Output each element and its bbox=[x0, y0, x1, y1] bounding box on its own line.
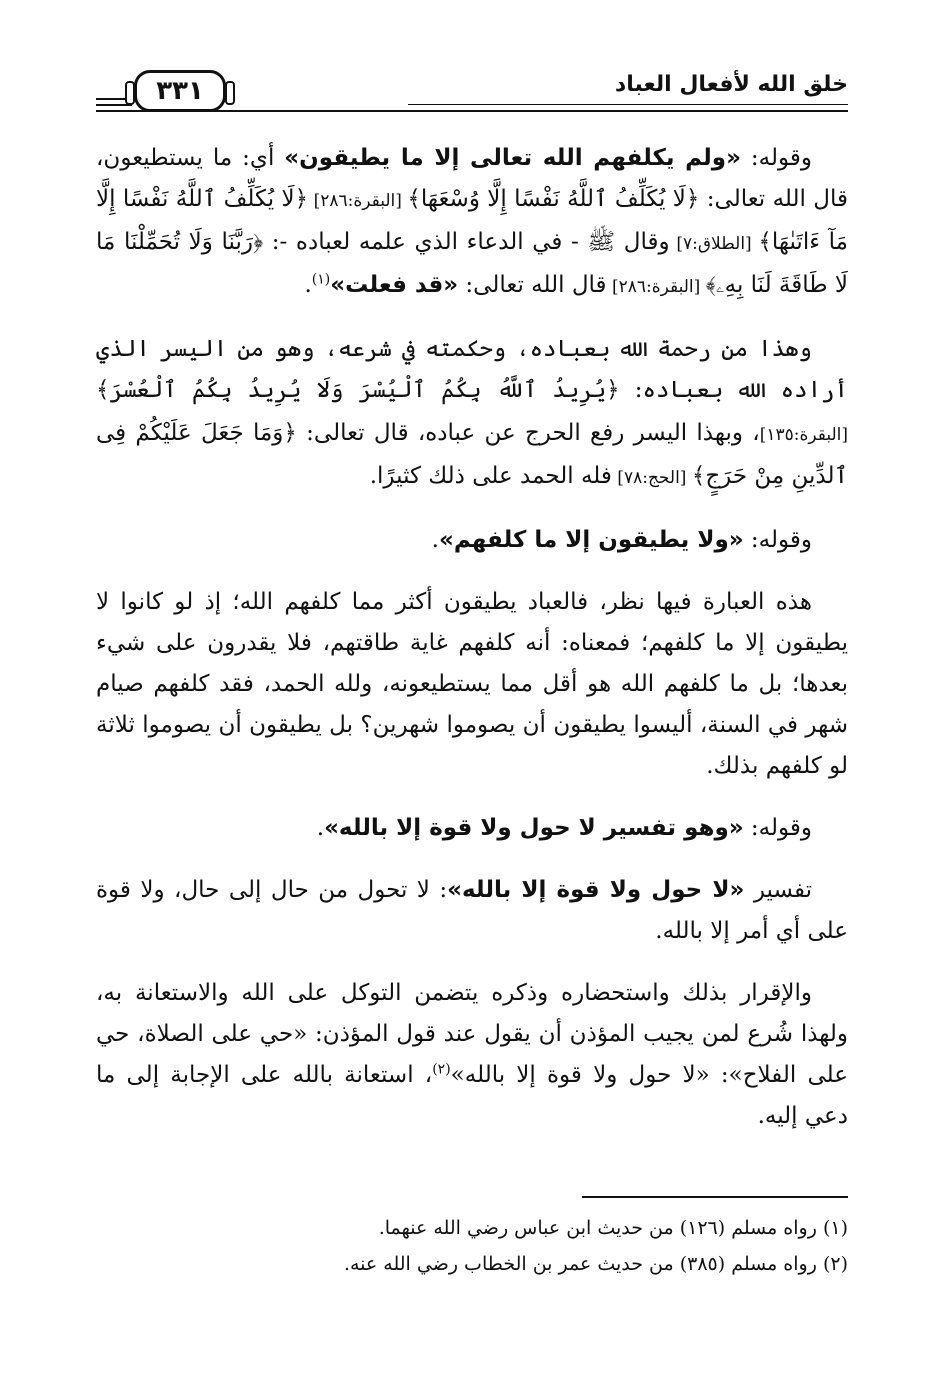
book-title: خلق الله لأفعال العباد bbox=[614, 72, 848, 97]
quran-verse: ﴿لَا يُكَلِّفُ ٱللَّهُ نَفْسًا إِلَّا وُسْعَهَا﴾ bbox=[407, 186, 700, 212]
text-run: أي: ما يستطيعون، قال الله تعالى: bbox=[96, 145, 849, 212]
text-run: والإقرار بذلك واستحضاره وذكره يتضمن التوكل على الله والاستعانة به، ولهذا شُرع لمن يجيب المؤذن أن يقول عند قول المؤذن: «حي على الصلاة، حي على الفلاح»: «لا حول ولا قوة إلا بالله» bbox=[96, 980, 848, 1088]
quran-verse: ﴿وَمَا جَعَلَ عَلَيْكُمْ فِى ٱلدِّينِ مِنْ حَرَجٍ﴾ bbox=[96, 420, 848, 489]
verse-reference: [الطلاق:٧] bbox=[669, 234, 759, 254]
paragraph bbox=[96, 138, 848, 308]
footnote-text: رواه مسلم (٣٨٥) من حديث عمر بن الخطاب رضي الله عنه. bbox=[343, 1253, 817, 1275]
quoted-text: «ولا يطيقون إلا ما كلفهم» bbox=[438, 527, 744, 553]
text-run: فله الحمد على ذلك كثيرًا. bbox=[369, 463, 612, 489]
text-run: وقوله: bbox=[740, 145, 812, 171]
text-run: . bbox=[316, 815, 325, 841]
page-number-badge bbox=[134, 70, 226, 112]
text-run: وقوله: bbox=[743, 815, 812, 841]
quoted-text: «قد فعلت» bbox=[330, 272, 459, 298]
paragraph bbox=[96, 870, 848, 952]
text-run: تفسير bbox=[744, 877, 813, 903]
text-run: وقال ﷺ - في الدعاء الذي علمه لعباده -: bbox=[263, 229, 670, 255]
quran-verse: ﴿يُرِيدُ ٱللَّهُ بِكُمُ ٱلْيُسْرَ وَلَا يُرِيدُ بِكُمُ ٱلْعُسْرَ﴾ bbox=[96, 377, 620, 403]
footnote-separator bbox=[582, 1196, 848, 1198]
text-run: ، استعانة بالله على الإجابة إلى ما دعي إليه. bbox=[96, 1062, 848, 1129]
text-run: قال الله تعالى: bbox=[458, 272, 607, 298]
text-run: وقوله: bbox=[743, 527, 812, 553]
quran-verse: ﴿لَا يُكَلِّفُ ٱللَّهُ نَفْسًا إِلَّا مَآ ءَاتَىٰهَا﴾ bbox=[96, 186, 848, 255]
quoted-text: «وهو تفسير لا حول ولا قوة إلا بالله» bbox=[324, 815, 744, 841]
text-run: . bbox=[431, 527, 439, 553]
paragraph bbox=[96, 808, 848, 849]
running-header bbox=[96, 64, 848, 120]
footnote-number: (٢) bbox=[822, 1253, 848, 1275]
paragraph bbox=[96, 329, 848, 499]
quran-verse: ﴿رَبَّنَا وَلَا تُحَمِّلْنَا مَا لَا طَاقَةَ لَنَا بِهِۦ﴾ bbox=[96, 229, 848, 298]
verse-reference: [البقرة:١٣٥] bbox=[759, 425, 849, 445]
text-run: وهذا من رحمة الله بعباده، وحكمته في شرعه، وهو من اليسر الذي أراده الله بعباده: bbox=[96, 336, 848, 403]
paragraph bbox=[96, 520, 848, 561]
quoted-text: «ولم يكلفهم الله تعالى إلا ما يطيقون» bbox=[284, 145, 741, 171]
text-run: . bbox=[304, 272, 312, 298]
footnote bbox=[96, 1210, 848, 1246]
footnote-text: رواه مسلم (١٢٦) من حديث ابن عباس رضي الله عنهما. bbox=[378, 1217, 817, 1239]
page-number: ٣٣١ bbox=[156, 76, 204, 106]
paragraph bbox=[96, 582, 848, 787]
footnote-number: (١) bbox=[822, 1217, 848, 1239]
text-run: : لا تحول من حال إلى حال، ولا قوة على أي أمر إلا بالله. bbox=[96, 877, 848, 944]
verse-reference: [البقرة:٢٨٦] bbox=[308, 191, 408, 211]
footnote-marker: (٢) bbox=[432, 1061, 451, 1078]
footnote bbox=[96, 1246, 848, 1282]
verse-reference: [البقرة:٢٨٦] bbox=[606, 277, 706, 297]
footnote-marker: (١) bbox=[311, 271, 331, 288]
body-text bbox=[96, 138, 848, 1158]
paragraph bbox=[96, 973, 848, 1137]
verse-reference: [الحج:٧٨] bbox=[611, 468, 692, 488]
quoted-text: «لا حول ولا قوة إلا بالله» bbox=[447, 877, 745, 903]
footnotes bbox=[96, 1210, 848, 1282]
text-run: ، وبهذا اليسر رفع الحرج عن عباده، قال تعالى: bbox=[296, 420, 760, 446]
header-rule-thin bbox=[408, 104, 848, 105]
text-run: هذه العبارة فيها نظر، فالعباد يطيقون أكثر مما كلفهم الله؛ إذ لو كانوا لا يطيقون إلا ما كلفهم؛ فمعناه: أنه كلفهم غاية طاقتهم، فلا يقدرون على شيء بعدها؛ بل ما كلفهم الله هو أقل مما يستطيعونه، ولله الحمد، فقد كلفهم صيام شهر في السنة، أليسوا يطيقون أن يصوموا شهرين؟ بل يطيقون أن يصوموا ثلاثة لو كلفهم بذلك. bbox=[96, 589, 848, 779]
